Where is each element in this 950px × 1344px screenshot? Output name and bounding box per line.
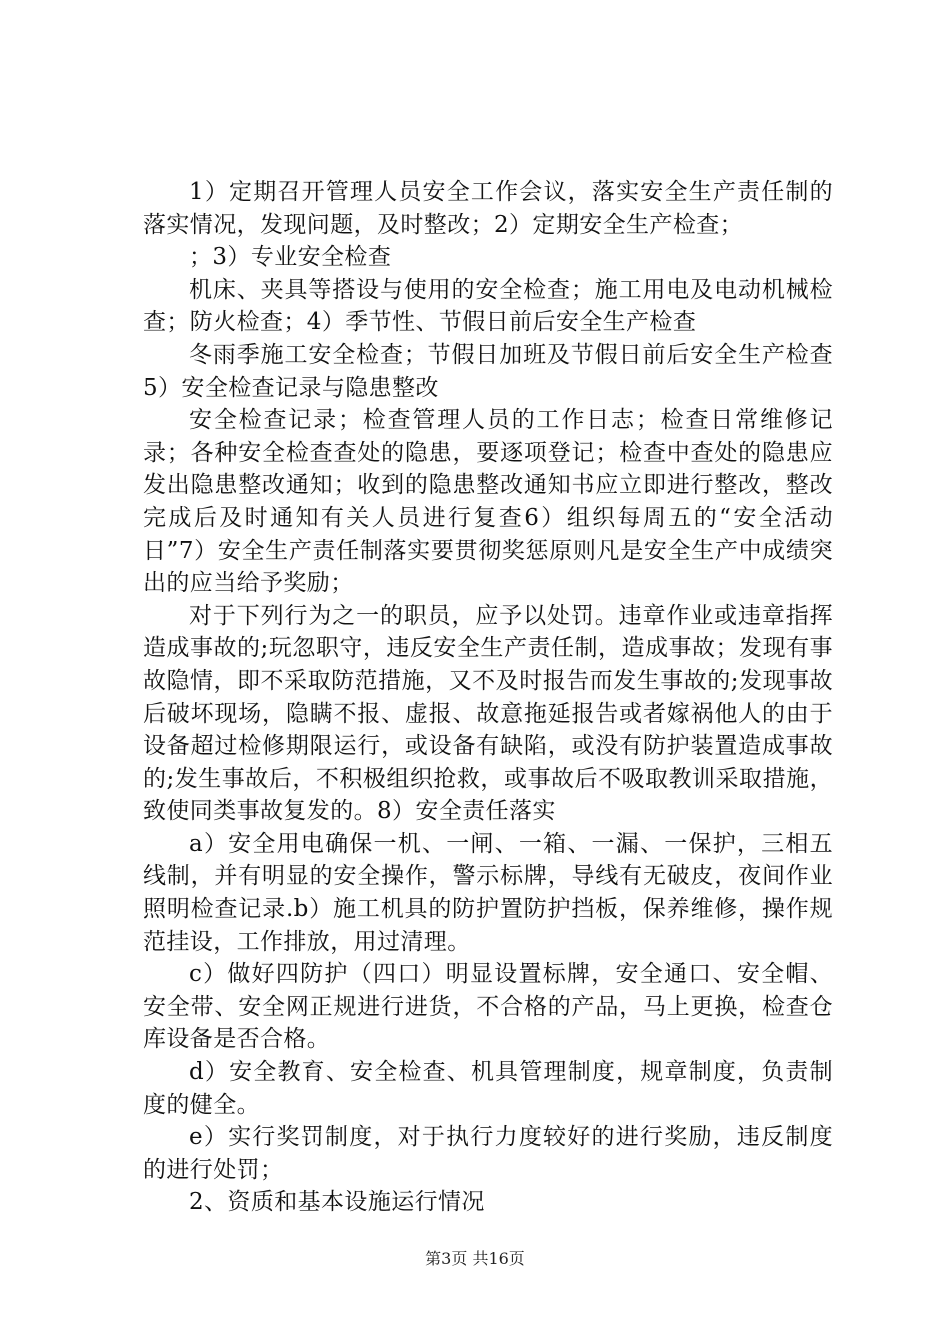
document-body [143,176,833,1219]
paragraph-1: 1）定期召开管理人员安全工作会议，落实安全生产责任制的落实情况，发现问题，及时整改；2）定期安全生产检查； [143,179,833,238]
paragraph-3: 机床、夹具等搭设与使用的安全检查；施工用电及电动机械检查；防火检查；4）季节性、节假日前后安全生产检查 [143,276,833,336]
paragraph-7: a）安全用电确保一机、一闸、一箱、一漏、一保护，三相五线制，并有明显的安全操作，警示标牌，导线有无破皮，夜间作业照明检查记录.b）施工机具的防护置防护挡板，保养维修，操作规范挂设，工作排放，用过清理。 [143,830,833,955]
paragraph-5: 安全检查记录；检查管理人员的工作日志；检查日常维修记录；各种安全检查查处的隐患，要逐项登记；检查中查处的隐患应发出隐患整改通知；收到的隐患整改通知书应立即进行整改，整改完成后及时通知有关人员进行复查6）组织每周五的“安全活动日”7）安全生产责任制落实要贯彻奖惩原则凡是安全生产中成绩突出的应当给予奖励； [143,407,833,597]
paragraph-9: d）安全教育、安全检查、机具管理制度，规章制度，负责制度的健全。 [143,1059,833,1118]
paragraph-4: 冬雨季施工安全检查；节假日加班及节假日前后安全生产检查5）安全检查记录与隐患整改 [143,341,833,401]
paragraph-11: 2、资质和基本设施运行情况 [189,1189,485,1216]
page-footer: 第3页 共16页 [425,1249,525,1268]
paragraph-10: e）实行奖罚制度，对于执行力度较好的进行奖励，违反制度的进行处罚； [143,1124,833,1183]
paragraph-2: ；3）专业安全检查 [189,244,392,271]
paragraph-6: 对于下列行为之一的职员，应予以处罚。违章作业或违章指挥造成事故的;玩忽职守，违反安全生产责任制，造成事故；发现有事故隐情，即不采取防范措施，又不及时报告而发生事故的;发现事故后破坏现场，隐瞒不报、虚报、故意拖延报告或者嫁祸他人的由于设备超过检修期限运行，或设备有缺陷，或没有防护装置造成事故的;发生事故后，不积极组织抢救，或事故后不吸取教训采取措施，致使同类事故复发的。8）安全责任落实 [143,602,833,825]
paragraph-8: c）做好四防护（四口）明显设置标牌，安全通口、安全帽、安全带、安全网正规进行进货，不合格的产品，马上更换，检查仓库设备是否合格。 [143,961,833,1053]
